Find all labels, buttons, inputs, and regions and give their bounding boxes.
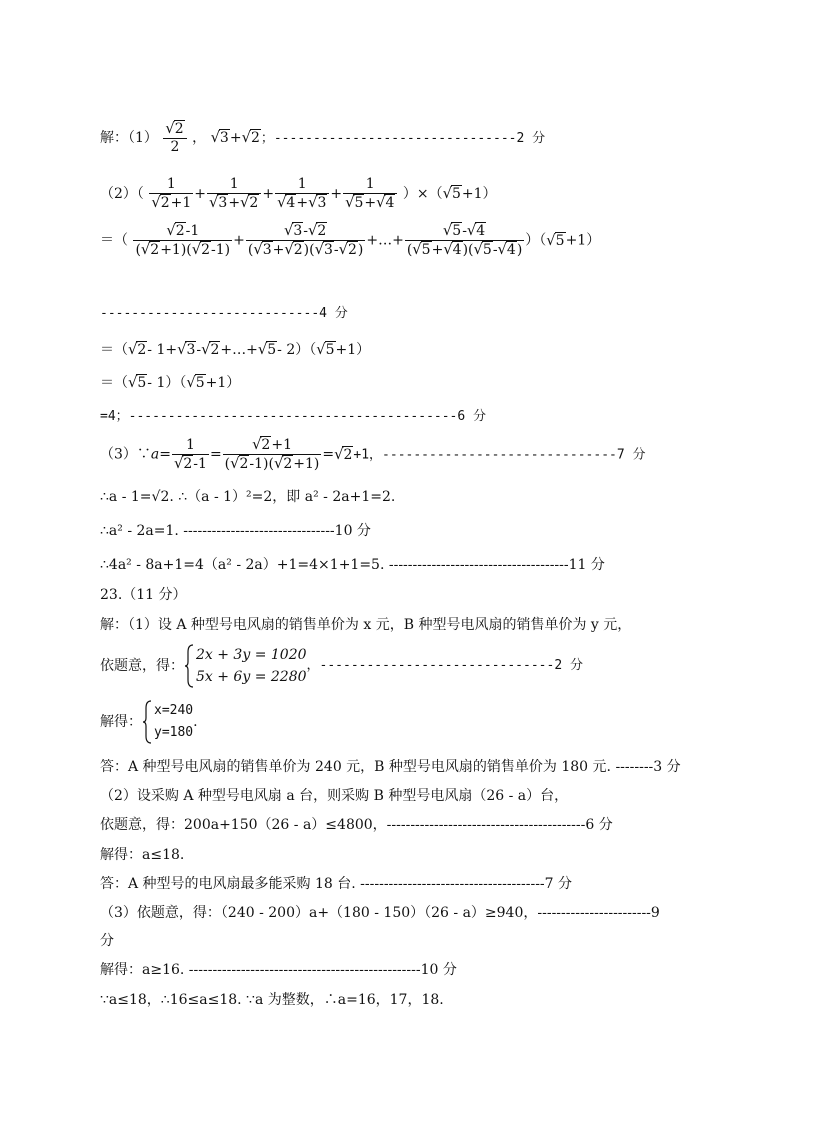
fraction-term-1: $\frac{1}{√2+1}$ [151, 176, 192, 211]
question-23-heading: 23.（11 分） [100, 587, 187, 603]
fraction-rationalized-1: $\frac{√2-1}{(√2+1)(√2-1)}$ [135, 222, 231, 258]
line-result-4: =4；------------------------------------------6 分 [100, 409, 487, 424]
line-23-part3: （3）依题意，得：（240 - 200）a+（180 - 150）（26 - a）≥940，------------------------9 [100, 905, 660, 921]
fraction-rationalized-2: $\frac{√3-√2}{(√3+√2)(√3-√2)}$ [247, 222, 364, 258]
sqrt: √2 [241, 129, 260, 146]
sqrt: √3 [210, 129, 229, 146]
line-23-solve1: 解得：a≤18. [100, 847, 185, 863]
line-23-answer1: 答：A 种型号电风扇的销售单价为 240 元，B 种型号电风扇的销售单价为 180 元. --------3 分 [100, 759, 681, 775]
fraction-rationalized-4: $\frac{√5-√4}{(√5+√4)(√5-√4)}$ [406, 222, 523, 258]
line-part2-expression: （2）（ $\frac{1}{√2+1}$ + $\frac{1}{√3+√2}$ + $\frac{1}{√4+√3}$ + $\frac{1}{√5+√4}$ ）×（√5+1） [100, 176, 497, 211]
line-simplified: ＝（√5- 1）（√5+1） [100, 374, 241, 391]
line-23-conclusion: ∵a≤18，∴16≤a≤18. ∵a 为整数，∴a=16，17，18. [100, 992, 444, 1008]
line-part3-a: （3）∵a= $\frac{1}{√2-1}$ = $\frac{√2+1}{(√2-1)(√2+1)}$ =√2+1，------------------------------7 分 [100, 436, 646, 472]
part-label: 解：（1） [100, 130, 158, 146]
score-line: ；-------------------------------2 分 [260, 131, 546, 146]
line-part2-rationalize: ＝（ $\frac{√2-1}{(√2+1)(√2-1)}$ + $\frac{√3-√2}{(√3+√2)(√3-√2)}$ +…+ $\frac{√5-√4}{(√5+√4)(√5-√4)}$ ）（√5+1） [100, 222, 601, 258]
line-23-inequality: 依题意，得：200a+150（26 - a）≤4800，------------------------------------------6 分 [100, 817, 613, 833]
line-a-minus-1: ∴a - 1=√2. ∴（a - 1）²=2，即 a² - 2a+1=2. [100, 489, 396, 505]
line-telescoping: ＝（√2- 1+√3-√2+…+√5- 2）（√5+1） [100, 341, 371, 358]
solution-system: x=240 y=180 [142, 700, 193, 744]
line-23-solution: 解得： x=240 y=180 . [100, 700, 198, 744]
line-23-solve2: 解得：a≥16. -------------------------------------------------10 分 [100, 962, 457, 978]
line-23-part2: （2）设采购 A 种型号电风扇 a 台，则采购 B 种型号电风扇（26 - a）台， [100, 788, 569, 804]
line-23-system: 依题意，得： 2x + 3y = 1020 5x + 6y = 2280 ，------------------------------2 分 [100, 644, 583, 688]
fraction-term-4: $\frac{1}{√5+√4}$ [343, 176, 397, 212]
equation-system: 2x + 3y = 1020 5x + 6y = 2280 [184, 644, 307, 688]
fraction-sqrt2-over-2: $\frac{√2}{2}$ [163, 120, 186, 156]
line-23-part3-cont: 分 [100, 933, 114, 949]
fraction-a-rationalized: $\frac{√2+1}{(√2-1)(√2+1)}$ [224, 436, 320, 472]
fraction-term-2: $\frac{1}{√3+√2}$ [207, 176, 261, 212]
fraction-a: $\frac{1}{√2-1}$ [174, 436, 207, 472]
line-23-answer2: 答：A 种型号的电风扇最多能采购 18 台. ---------------------------------------7 分 [100, 876, 573, 892]
line-final-value: ∴4a² - 8a+1=4（a² - 2a）+1=4×1+1=5. --------------------------------------11 分 [100, 557, 605, 573]
line-part1-answer: 解：（1） $\frac{√2}{2}$ ， √3+√2；-------------------------------2 分 [100, 120, 546, 155]
sqrt: √2 [165, 120, 184, 137]
score-line-4: ----------------------------4 分 [100, 306, 348, 321]
line-23-setup: 解：（1）设 A 种型号电风扇的销售单价为 x 元，B 种型号电风扇的销售单价为 y 元， [100, 617, 632, 633]
fraction-term-3: $\frac{1}{√4+√3}$ [275, 176, 329, 212]
line-a-squared: ∴a² - 2a=1. --------------------------------10 分 [100, 523, 371, 539]
